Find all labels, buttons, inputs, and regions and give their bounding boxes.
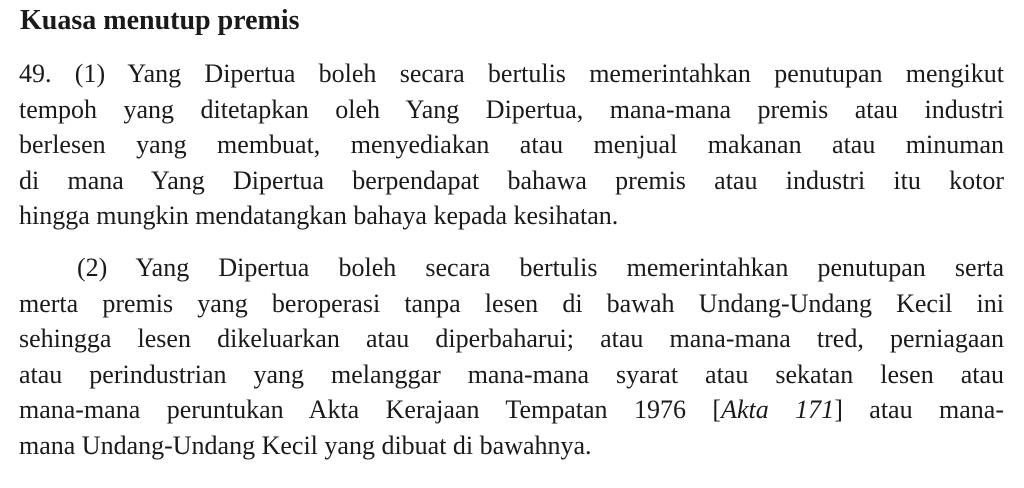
paragraph-line: tempoh yang ditetapkan oleh Yang Dipertua, mana-mana premis atau industri xyxy=(19,94,1004,124)
paragraph-line: sehingga lesen dikeluarkan atau diperbaharui; atau mana-mana tred, perniagaan xyxy=(19,324,1004,353)
paragraph-49-2 xyxy=(19,250,1004,463)
paragraph-line: atau perindustrian yang melanggar mana-mana syarat atau sekatan lesen atau xyxy=(19,359,1004,389)
paragraph-line: merta premis yang beroperasi tanpa lesen di bawah Undang-Undang Kecil ini xyxy=(19,288,1004,318)
paragraph-line: mana Undang-Undang Kecil yang dibuat di bawahnya. xyxy=(19,430,592,460)
paragraph-line-first xyxy=(19,250,1004,286)
line-text-after-reference: ] atau mana- xyxy=(834,395,1004,424)
section-heading: Kuasa menutup premis xyxy=(20,5,300,36)
paragraph-line: di mana Yang Dipertua berpendapat bahawa premis atau industri itu kotor xyxy=(19,165,1004,195)
paragraph-49-1 xyxy=(19,56,1004,234)
paragraph-line-with-reference xyxy=(19,392,1004,428)
paragraph-line-text: (2) Yang Dipertua boleh secara bertulis memerintahkan penutupan serta xyxy=(77,253,1004,282)
paragraph-line: hingga mungkin mendatangkan bahaya kepada kesihatan. xyxy=(19,201,619,230)
act-reference: Akta 171 xyxy=(721,395,835,424)
paragraph-line: berlesen yang membuat, menyediakan atau menjual makanan atau minuman xyxy=(19,130,1004,159)
paragraph-line: 49. (1) Yang Dipertua boleh secara bertulis memerintahkan penutupan mengikut xyxy=(19,59,1004,88)
line-text-before-reference: mana-mana peruntukan Akta Kerajaan Tempatan 1976 [ xyxy=(19,395,722,424)
